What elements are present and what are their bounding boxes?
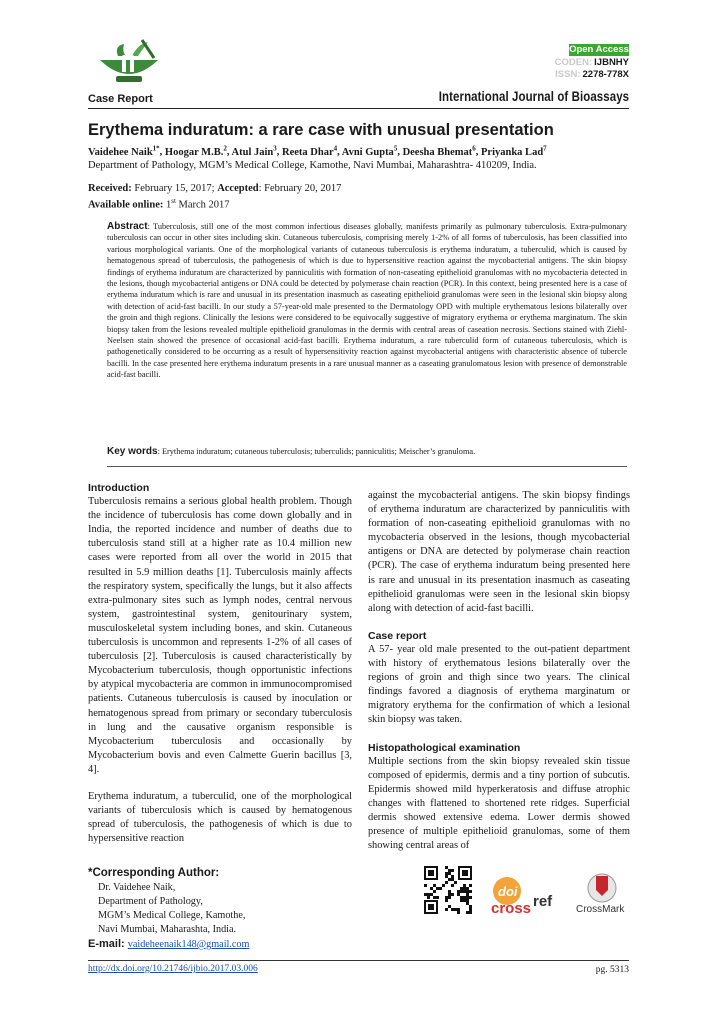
doi-footer: [88, 964, 258, 974]
author-name: Reeta Dhar$^4$: [282, 144, 338, 158]
article-dates: Received: February 15, 2017; Accepted: February 20, 2017 Available online: 1st March 2017: [88, 183, 342, 211]
header-rule: [88, 108, 629, 109]
author-list: Vaidehee Naik$^{1*}$, Hoogar M.B.$^2$, Atul Jain$^3$, Reeta Dhar$^4$, Avni Gupta$^5$, Deesha Bhemat$^6$, Priyanka Lad$^7$: [88, 144, 547, 158]
author-name: Avni Gupta$^5$: [341, 144, 398, 158]
page-number: pg. 5313: [595, 965, 629, 975]
author-name: Hoogar M.B.$^2$: [164, 144, 227, 158]
abstract: [107, 221, 627, 381]
case-report-text: A 57- year old male presented to the out-patient department with history of erythematous lesions bilaterally over the regions of groin and thigh since two years. The clinical findings favored a diagnosis of erythema marginatum or migratory erythema for the confirmation of which a lesional skin biopsy was taken.: [368, 643, 630, 726]
crossref-logo-icon[interactable]: [489, 875, 571, 915]
intro-paragraph-2: Erythema induratum, a tuberculid, one of the morphological variants of tuberculosis which is caused by hematogenous spread of tuberculosis, the pathogenesis of which is due to hypersensitive reaction: [88, 790, 352, 845]
email-link[interactable]: vaideheenaik148@gmail.com: [127, 939, 250, 950]
qr-code-icon[interactable]: [424, 866, 472, 914]
author-name: Deesha Bhemat$^6$: [402, 144, 476, 158]
intro-heading: Introduction: [88, 482, 150, 494]
svg-text:ref: ref: [533, 893, 553, 910]
right-column: [368, 489, 630, 853]
open-access-badge: Open Access: [569, 44, 629, 55]
journal-logo-icon: [88, 38, 170, 86]
author-name: Atul Jain$^3$: [231, 144, 277, 158]
case-report-heading: Case report: [368, 629, 427, 642]
left-column: [88, 481, 352, 846]
journal-name: International Journal of Bioassays: [438, 88, 629, 104]
svg-text:CrossMark: CrossMark: [576, 904, 625, 915]
crossmark-logo-icon[interactable]: [574, 872, 630, 916]
keywords-rule: [107, 466, 627, 467]
keywords-text: : Erythema induratum; cutaneous tuberculosis; tuberculids; panniculitis; Meischer’s granuloma.: [157, 447, 476, 456]
doi-link[interactable]: http://dx.doi.org/10.21746/ijbio.2017.03.006: [88, 964, 258, 974]
corresponding-heading: *Corresponding Author: [88, 867, 216, 879]
coden-line: CODEN: IJBNHY: [554, 57, 629, 68]
intro-continued: against the mycobacterial antigens. The skin biopsy findings of erythema induratum are characterized by panniculitis with formation of non-caseating epithelioid granulomas with no mycobacteria observed in the lesions, though mycobacterial antigens or DNA are detected by polymerase chain reaction (PCR). The case of erythema induratum being presented here is rare and unusual in its presentation inasmuch as caseating epithelioid granulomas were seen in the lesional skin biopsy along with detection of acid-fast bacilli.: [368, 490, 630, 614]
author-name: Priyanka Lad$^7$: [481, 144, 547, 158]
svg-text:cross: cross: [491, 900, 532, 915]
journal-codes: [539, 57, 629, 81]
author-name: Vaidehee Naik$^{1*}$: [88, 144, 160, 158]
article-title: Erythema induratum: a rare case with unusual presentation: [88, 121, 554, 139]
svg-text:doi: doi: [498, 884, 518, 899]
affiliation: Department of Pathology, MGM’s Medical College, Kamothe, Navi Mumbai, Maharashtra- 410209, India.: [88, 160, 537, 171]
abstract-label: Abstract: [107, 221, 148, 232]
keywords-label: Key words: [107, 446, 158, 457]
histo-heading: Histopathological examination: [368, 741, 521, 754]
abstract-text: : Tuberculosis, still one of the most common infectious diseases globally, manifests primarily as pulmonary tuberculosis. Extra-pulmonary tuberculosis can occur in other sites including skin. Cutaneous tuberculosis, comprising merely 1-2% of all forms of tuberculosis, has been classified into various morphological variants. One of the morphological variants of cutaneous tuberculosis is erythema induratum, a tuberculid, which is caused by hematogenous spread of tuberculosis, the pathogenesis of which is due to hypersensitive reaction against the mycobacterial antigens. The skin biopsy findings of erythema induratum are characterized by panniculitis with formation of non-caseating epithelioid granulomas with no mycobacteria detected in the lesions, though mycobacterial antigens or DNA could be detected by polymerase chain reaction (PCR). In this context, being presented here is a case of erythema induratum which is rare and unusual in its presentation inasmuch as caseating epithelioid granulomas were seen in the lesional skin biopsy along with detection of acid-fast bacilli. In our study a 57-year-old male presented to the Dermatology OPD with multiple erythematous lesions bilaterally over the groin and thigh regions. Clinically the lesions were considered to be equivocally suggestive of migratory erythema or erythema marginatum. The skin biopsy taken from the lesions revealed multiple epithelioid granulomas in the dermis with central areas of caseation necrosis. Sections stained with Ziehl-Neelsen stain showed the presence of occasional acid-fast bacilli. Erythema induratum, a rare tuberculid form of cutaneous tuberculosis, which is pathogenetically considered to be occurring as a result of hypersensitivity reaction against mycobacterial antigens with characteristic absence of tubercle bacilli. In the case presented here erythema induratum presents in a rare unusual manner as a caseating granulomatous lesion with presence of demonstrable acid-fast bacilli.: [107, 222, 627, 380]
keywords: [107, 446, 627, 457]
issn-line: ISSN: 2278-778X: [555, 69, 629, 80]
intro-paragraph-1: Tuberculosis remains a serious global health problem. Though the incidence of tuberculosis has come down globally and in India, the reported incidence and number of deaths due to tuberculosis stand still at a higher rate as 10.4 million new cases were reported from all over the world in 2015 that resulted in 5.9 million deaths [1]. Tuberculosis mainly affects the respiratory system, specifically the lungs, but it also affects extra-pulmonary sites such as lymph nodes, central nervous system, gastrointestinal system, genitourinary system, musculoskeletal system including bones, and skin. Cutaneous tuberculosis is uncommon and represents 1-2% of all cases of tuberculosis [2]. Tuberculosis is caused characteristically by Mycobacterium tuberculosis, though opportunistic infections by atypical mycobacteria are common in immunocompromised patients. Cutaneous tuberculosis is caused by inoculation or hematogenous spread from primary or secondary tuberculosis in lung and the causative organism responsible is Mycobacterium tuberculosis and occasionally by Mycobacterium bovis and even Calmette Guerin bacillus [3, 4].: [88, 496, 352, 775]
corresponding-author: *Corresponding Author: Dr. Vaidehee Naik, Department of Pathology, MGM’s Medical College, Kamothe, Navi Mumbai, Maharashta, India. E-mail: vaideheenaik148@gmail.com: [88, 866, 368, 952]
corr-line-3: MGM’s Medical College, Kamothe,: [98, 910, 246, 921]
corr-line-1: Dr. Vaidehee Naik,: [98, 882, 176, 893]
email-label: E-mail: [88, 938, 122, 950]
corr-line-4: Navi Mumbai, Maharashta, India.: [98, 924, 237, 935]
corr-line-2: Department of Pathology,: [98, 896, 203, 907]
article-type: Case Report: [88, 93, 153, 105]
footer-rule: [88, 960, 629, 961]
histo-text: Multiple sections from the skin biopsy revealed skin tissue composed of epidermis, dermis and a tiny portion of subcutis. Epidermis showed mild hyperkeratosis and diffuse atrophic changes with flattened to shortened rete ridges. Superficial dermis showed extensive edema. Lower dermis showed presence of multiple epithelioid granulomas, some of them showing central areas of: [368, 755, 630, 852]
